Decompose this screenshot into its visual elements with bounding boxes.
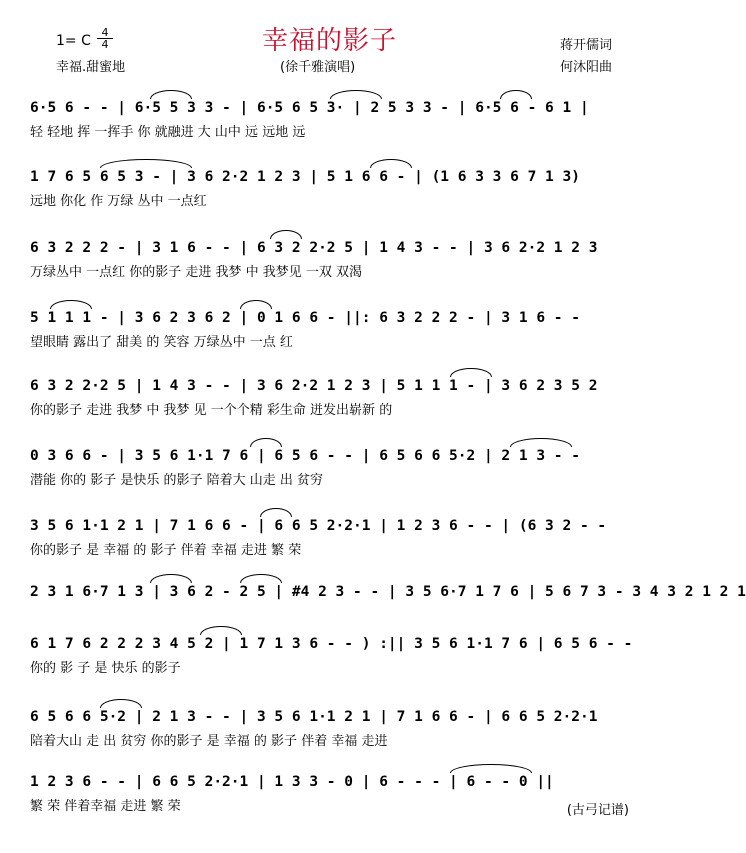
notation-line: 6·5 6 - - | 6·5 5 3 3 - | 6·5 6 5 3· | 2 5 3 3 - | 6·5 6 - 6 1 | xyxy=(30,100,589,116)
lyricist: 蒋开儒词 xyxy=(560,38,613,53)
lyrics-line: 万绿丛中 一点红 你的影子 走进 我梦 中 我梦见 一双 双渴 xyxy=(30,265,363,280)
slur-mark xyxy=(450,368,492,377)
lyrics-line: 你的影子 走进 我梦 中 我梦 见 一个个精 彩生命 迸发出崭新 的 xyxy=(30,403,393,418)
slur-mark xyxy=(270,230,302,239)
slur-mark xyxy=(330,90,382,99)
slur-mark xyxy=(150,90,192,99)
lyrics-line: 陪着大山 走 出 贫穷 你的影子 是 幸福 的 影子 伴着 幸福 走进 xyxy=(30,734,388,749)
lyrics-line: 你的 影 子 是 快乐 的影子 xyxy=(30,661,181,676)
notation-line: 3 5 6 1·1 2 1 | 7 1 6 6 - | 6 6 5 2·2·1 | 1 2 3 6 - - | (6 3 2 - - xyxy=(30,518,607,534)
slur-mark xyxy=(50,300,92,309)
slur-mark xyxy=(100,159,192,168)
slur-mark xyxy=(240,574,282,583)
notation-line: 6 3 2 2·2 5 | 1 4 3 - - | 3 6 2·2 1 2 3 | 5 1 1 1 - | 3 6 2 3 5 2 xyxy=(30,378,598,394)
notation-line: 2 3 1 6·7 1 3 | 3 6 2 - 2 5 | #4 2 3 - - | 3 5 6·7 1 7 6 | 5 6 7 3 - 3 4 3 2 1 2 1 xyxy=(30,584,746,600)
lyrics-line: 你的影子 是 幸福 的 影子 伴着 幸福 走进 繁 荣 xyxy=(30,543,302,558)
transcriber-credit: (古弓记谱) xyxy=(566,803,629,818)
lyrics-line: 轻 轻地 挥 一挥手 你 就融进 大 山中 远 远地 远 xyxy=(30,125,306,140)
lyrics-line xyxy=(30,607,632,627)
slur-mark xyxy=(250,438,282,447)
lyrics-line: 繁 荣 伴着幸福 走进 繁 荣 xyxy=(30,799,181,814)
slur-mark xyxy=(260,508,292,517)
notation-line: 1 7 6 5 6 5 3 - | 3 6 2·2 1 2 3 | 5 1 6 6 - | (1 6 3 3 6 7 1 3) xyxy=(30,169,580,185)
slur-mark xyxy=(100,699,142,708)
slur-mark xyxy=(450,764,532,773)
slur-mark xyxy=(240,300,272,309)
notation-line: 0 3 6 6 - | 3 5 6 1·1 7 6 | 6 5 6 - - | 6 5 6 6 5·2 | 2 1 3 - - xyxy=(30,448,580,464)
singer: (徐千雅演唱) xyxy=(280,60,356,75)
score-system xyxy=(30,705,632,765)
score-system xyxy=(30,632,632,692)
score-system xyxy=(30,580,746,640)
score-system xyxy=(30,374,632,434)
key-signature: 1= C xyxy=(56,33,91,49)
lyrics-line: 望眼睛 露出了 甜美 的 笑容 万绿丛中 一点 红 xyxy=(30,335,293,350)
score-system xyxy=(30,96,632,156)
time-signature-denominator: 4 xyxy=(97,38,113,50)
score-system xyxy=(30,770,632,830)
time-signature-numerator: 4 xyxy=(101,26,109,39)
slur-mark xyxy=(370,159,412,168)
score-system xyxy=(30,165,632,225)
score-system xyxy=(30,514,632,574)
style-marking: 幸福.甜蜜地 xyxy=(56,60,126,75)
lyrics-line: 潜能 你的 影子 是快乐 的影子 陪着大 山走 出 贫穷 xyxy=(30,473,324,488)
slur-mark xyxy=(500,90,532,99)
lyrics-line: 远地 你化 作 万绿 丛中 一点红 xyxy=(30,194,207,209)
song-title: 幸福的影子 xyxy=(261,26,397,56)
notation-line: 6 1 7 6 2 2 2 3 4 5 2 | 1 7 1 3 6 - - ) :|| 3 5 6 1·1 7 6 | 6 5 6 - - xyxy=(30,636,633,652)
composer: 何沐阳曲 xyxy=(560,60,613,75)
notation-line: 5 1 1 1 - | 3 6 2 3 6 2 | 0 1 6 6 - ||: 6 3 2 2 2 - | 3 1 6 - - xyxy=(30,310,580,326)
notation-line: 6 5 6 6 5·2 | 2 1 3 - - | 3 5 6 1·1 2 1 | 7 1 6 6 - | 6 6 5 2·2·1 xyxy=(30,709,598,725)
notation-line: 1 2 3 6 - - | 6 6 5 2·2·1 | 1 3 3 - 0 | 6 - - - | 6 - - 0 || xyxy=(30,774,554,790)
slur-mark xyxy=(150,574,192,583)
score-system xyxy=(30,444,632,504)
score-system xyxy=(30,236,632,296)
score-system xyxy=(30,306,632,366)
notation-line: 6 3 2 2 2 - | 3 1 6 - - | 6 3 2 2·2 5 | 1 4 3 - - | 3 6 2·2 1 2 3 xyxy=(30,240,598,256)
slur-mark xyxy=(510,438,572,447)
